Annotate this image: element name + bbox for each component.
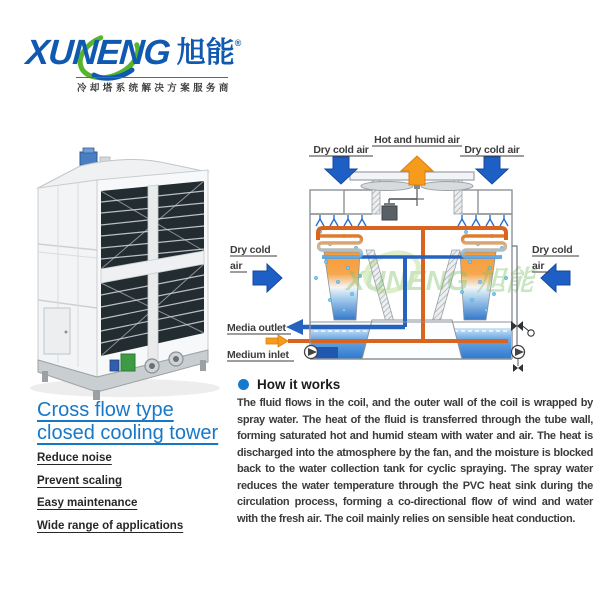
tower-control-box xyxy=(121,354,135,371)
hot-header-pipe xyxy=(318,228,506,240)
feature-list xyxy=(37,452,183,542)
media-outlet-arrow xyxy=(286,319,303,335)
label-dry-cold-right-2: air xyxy=(532,260,545,272)
how-it-works-body: The fluid flows in the coil, and the outer wall of the coil is wrapped by spray water. The heat of the fluid is transferred through the tube wall, forming saturated hot and humid steam with water and air. The heat is discharged into the atmosphere by the fan, and the moisture is blocked back to the water collection tank for cyclic spraying. The spray water reduces the water temperature through the PVC heat sink during the circulation process, forming a co-directional flow of wind and water with the fresh air. The coil mainly relies on sensible heat conduction. xyxy=(237,397,593,525)
brand-name-latin: XUNENG xyxy=(24,33,172,72)
feature-easy-maintenance: Easy maintenance xyxy=(37,497,138,509)
working-principle-diagram xyxy=(222,125,600,380)
float-valve-icon xyxy=(528,330,534,336)
medium-inlet-arrow xyxy=(266,335,288,347)
cold-air-side-arrow-right xyxy=(541,264,570,292)
brand-name-cjk: 旭能 xyxy=(176,37,235,69)
label-dry-cold-left-1: Dry cold xyxy=(230,244,271,256)
hot-air-up-arrow xyxy=(401,156,433,185)
fan-motor-icon xyxy=(382,199,417,220)
basin-sump xyxy=(316,347,338,359)
product-title-line1: Cross flow type xyxy=(37,399,174,421)
feature-prevent-scaling: Prevent scaling xyxy=(37,474,123,487)
cold-air-side-arrow-left xyxy=(253,264,282,292)
label-dry-cold-air-top-right: Dry cold air xyxy=(464,144,520,156)
how-it-works-title: How it works xyxy=(257,377,341,392)
how-it-works-header xyxy=(238,377,340,392)
feature-wide-applications: Wide range of applications xyxy=(37,519,184,532)
spray-nozzles xyxy=(316,215,508,226)
label-dry-cold-left-2: air xyxy=(230,260,243,272)
bullet-dot-icon xyxy=(238,379,249,390)
brand-logo xyxy=(26,22,256,94)
tower-illustration xyxy=(15,145,243,400)
brand-tagline: 冷却塔系统解决方案服务商 xyxy=(77,83,232,94)
label-dry-cold-air-top-left: Dry cold air xyxy=(313,144,369,156)
svg-text:XUNENG 旭能: XUNENG 旭能 xyxy=(346,265,535,296)
logo-divider xyxy=(76,77,228,78)
label-medium-inlet: Medium inlet xyxy=(227,349,289,361)
registered-mark: ® xyxy=(234,38,242,48)
product-title-line2: closed cooling tower xyxy=(37,422,219,444)
feature-reduce-noise: Reduce noise xyxy=(37,452,112,464)
pump-left-icon xyxy=(305,346,318,359)
label-dry-cold-right-1: Dry cold xyxy=(532,244,573,256)
label-hot-humid-air: Hot and humid air xyxy=(374,134,460,146)
label-media-outlet: Media outlet xyxy=(227,322,286,334)
product-title xyxy=(37,399,218,445)
cold-air-down-arrow-right xyxy=(476,157,508,184)
